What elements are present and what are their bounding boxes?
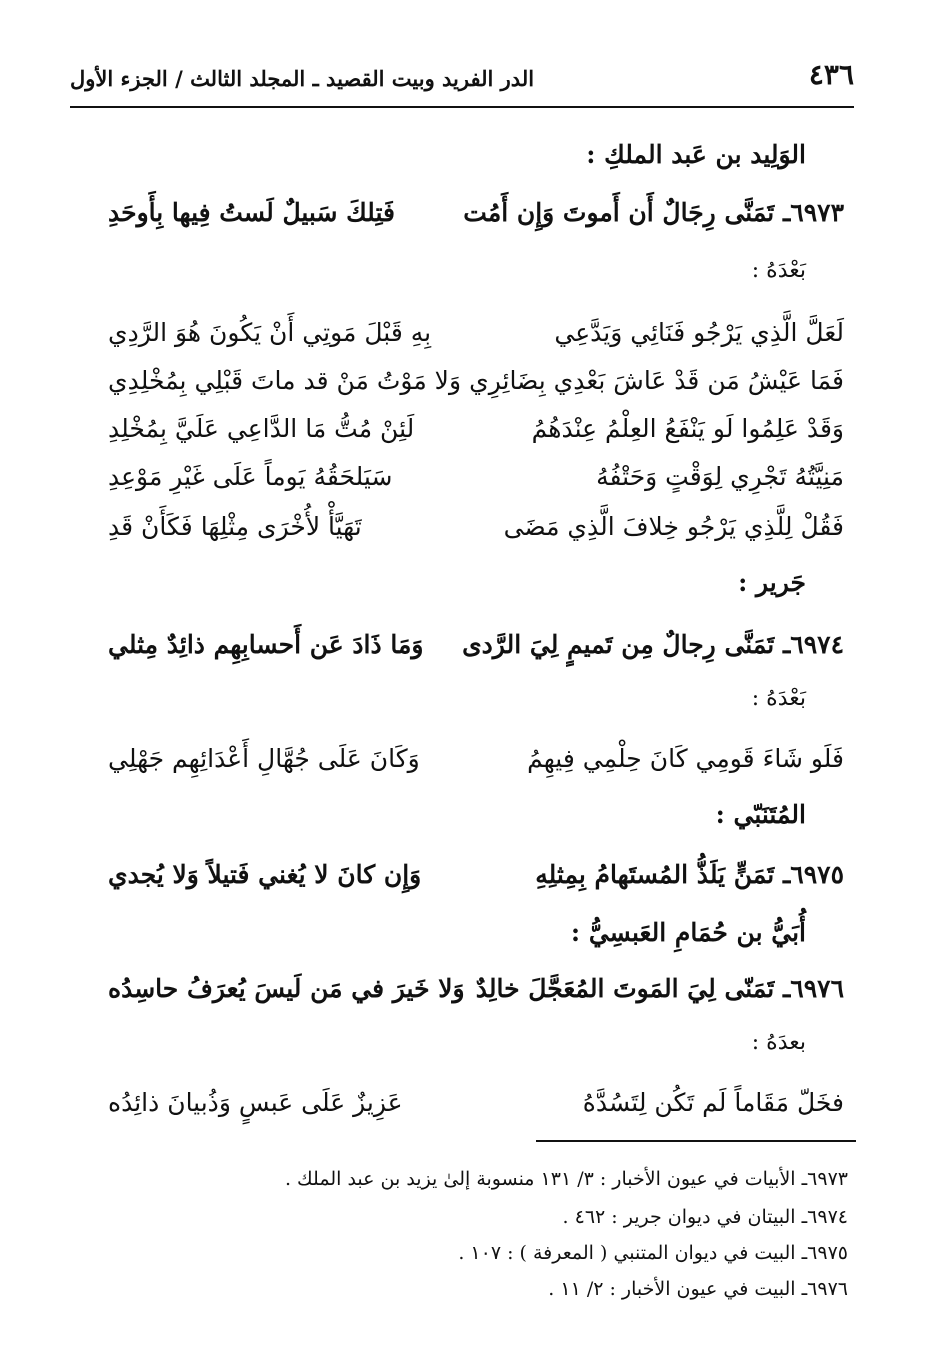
verse-second-hemistich: وَإِن كانَ لا يُغني فَتيلاً وَلا يُجدي: [108, 860, 422, 889]
verse-second-hemistich: عَزِيزٌ عَلَى عَبسٍ وَذُبيانَ ذائِدُه: [108, 1088, 403, 1117]
after-label: بعدَهُ :: [751, 1030, 806, 1055]
verse-second-hemistich: تَهَيَّأْ لأُخْرَى مِثْلِهَا فَكَأَنْ قَدِ: [108, 512, 362, 541]
footnote: ٦٩٧٥ـ البيت في ديوان المتنبي ( المعرفة ) : ١٠٧ .: [458, 1242, 848, 1264]
verse-first-hemistich: مَنِيَّتُهُ تَجْرِي لِوَقْتٍ وَحَتْفُهُ: [596, 462, 844, 491]
verse-first-hemistich: لَعَلَّ الَّذِي يَرْجُو فَنَائِي وَيَدَّعِي: [554, 318, 844, 347]
verse-first-hemistich: وَقَدْ عَلِمُوا لَو يَنْفَعُ العِلْمُ عِنْدَهُمُ: [531, 414, 844, 443]
verse-second-hemistich: وَمَا ذَادَ عَن أَحسابِهِم ذائِدٌ مِثلي: [108, 630, 424, 659]
page-header: [70, 58, 854, 98]
verse-first-hemistich: ٦٩٧٦ـ تَمَنّى لِيَ المَوتَ المُعَجَّلَ خالِدٌ: [475, 974, 844, 1003]
verse-first-hemistich: ٦٩٧٣ـ تَمَنَّى رِجَالٌ أَن أَموتَ وَإِن أَمُت: [463, 198, 844, 227]
verse-second-hemistich: وَلا مَوْتُ مَنْ قد ماتَ قَبْلِي بِمُخْلِدِي: [108, 366, 462, 395]
running-head: الدر الفريد وبيت القصيد ـ المجلد الثالث / الجزء الأول: [70, 66, 535, 91]
poet-name: جَرير :: [738, 568, 806, 597]
verse-second-hemistich: بِهِ قَبْلَ مَوتِي أَنْ يَكُونَ هُوَ الرَّدِي: [108, 318, 432, 347]
verse-first-hemistich: فَلَو شَاءَ قَومِي كَانَ حِلْمِي فِيهِمُ: [527, 744, 844, 773]
header-rule: [70, 106, 854, 108]
verse-first-hemistich: ٦٩٧٤ـ تَمَنَّى رِجالٌ مِن تَميمٍ لِيَ الرَّدى: [462, 630, 844, 659]
verse-second-hemistich: وَكَانَ عَلَى جُهَّالِ أَعْدَائِهِم جَهْلِي: [108, 744, 420, 773]
verse-first-hemistich: فَقُلْ لِلَّذِي يَرْجُو خِلافَ الَّذِي مَضَى: [503, 512, 844, 541]
poet-name: الوَلِيد بن عَبد الملكِ :: [586, 140, 806, 169]
verse-second-hemistich: فَتِلكَ سَبيلٌ لَستُ فِيها بِأَوحَدِ: [108, 198, 395, 227]
poet-name: أُبَيُّ بن حُمَامِ العَبسِيُّ :: [570, 918, 806, 947]
footnote: ٦٩٧٦ـ البيت في عيون الأخبار : ٢/ ١١ .: [548, 1278, 848, 1300]
verse-second-hemistich: لَئِنْ مُتُّ مَا الدَّاعِي عَلَيَّ بِمُخْلِدِ: [108, 414, 415, 443]
verse-second-hemistich: سَيَلحَقُهُ يَوماً عَلَى غَيْرِ مَوْعِدِ: [108, 462, 393, 491]
verse-second-hemistich: وَلا خَيرَ في مَن لَيسَ يُعرَفُ حاسِدُه: [108, 974, 465, 1003]
verse-first-hemistich: فخَلّ مَقَاماً لَم تَكُن لِتَسُدَّهُ: [582, 1088, 844, 1117]
after-label: بَعْدَهُ :: [751, 686, 806, 711]
after-label: بَعْدَهُ :: [751, 258, 806, 283]
poet-name: المُتَنَبّي :: [715, 800, 806, 829]
verse-first-hemistich: ٦٩٧٥ـ تَمَنٍّ يَلَذُّ المُستَهامُ بِمِثلِهِ: [535, 860, 844, 889]
verse-first-hemistich: فَمَا عَيْشُ مَن قَدْ عَاشَ بَعْدِي بِضَائِرِي: [469, 366, 844, 395]
footnote: ٦٩٧٣ـ الأبيات في عيون الأخبار : ٣/ ١٣١ منسوبة إلىٰ يزيد بن عبد الملك .: [284, 1168, 848, 1190]
footnote: ٦٩٧٤ـ البيتان في ديوان جرير : ٤٦٢ .: [562, 1206, 848, 1228]
page-number: ٤٣٦: [808, 58, 854, 91]
footnote-rule: [536, 1140, 856, 1142]
